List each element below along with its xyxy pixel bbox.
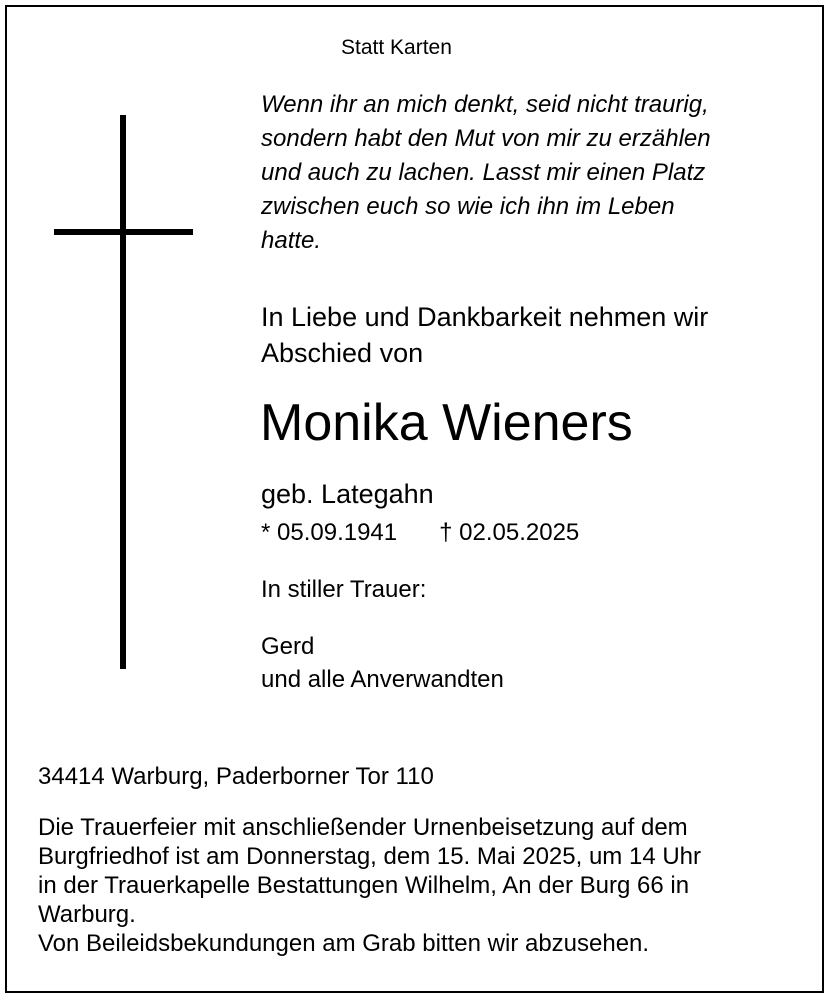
poem-line: sondern habt den Mut von mir zu erzählen <box>261 125 711 152</box>
mourning-label: In stiller Trauer: <box>261 576 427 603</box>
cross-vertical-bar <box>120 115 126 669</box>
intro-line: Abschied von <box>261 338 424 368</box>
poem-line: Wenn ihr an mich denkt, seid nicht traurig, <box>261 91 709 118</box>
family-list <box>261 630 504 696</box>
ceremony-line: Die Trauerfeier mit anschließender Urnenbeisetzung auf dem <box>38 814 688 841</box>
poem-line: und auch zu lachen. Lasst mir einen Platz <box>261 159 706 186</box>
birth-date: * 05.09.1941 <box>261 519 398 546</box>
ceremony-line: Von Beileidsbekundungen am Grab bitten wir abzusehen. <box>38 930 650 957</box>
ceremony-line: Burgfriedhof ist am Donnerstag, dem 15. Mai 2025, um 14 Uhr <box>38 843 701 870</box>
deceased-name: Monika Wieners <box>260 394 633 452</box>
ceremony-line: in der Trauerkapelle Bestattungen Wilhelm, An der Burg 66 in <box>38 872 690 899</box>
ceremony-line: Warburg. <box>38 901 136 928</box>
intro-line: In Liebe und Dankbarkeit nehmen wir <box>261 302 709 332</box>
ceremony-info <box>38 813 818 958</box>
life-dates <box>261 517 579 549</box>
poem-line: hatte. <box>261 227 322 254</box>
cross-horizontal-bar <box>54 229 193 235</box>
notice-header: Statt Karten <box>341 36 452 59</box>
family-member: Gerd <box>261 633 315 660</box>
intro-text <box>261 299 708 371</box>
maiden-name: geb. Lategahn <box>261 479 434 509</box>
poem <box>261 88 821 258</box>
death-date: † 02.05.2025 <box>439 519 580 546</box>
family-member: und alle Anverwandten <box>261 666 504 693</box>
poem-line: zwischen euch so wie ich ihn im Leben <box>261 193 675 220</box>
address: 34414 Warburg, Paderborner Tor 110 <box>38 763 434 790</box>
